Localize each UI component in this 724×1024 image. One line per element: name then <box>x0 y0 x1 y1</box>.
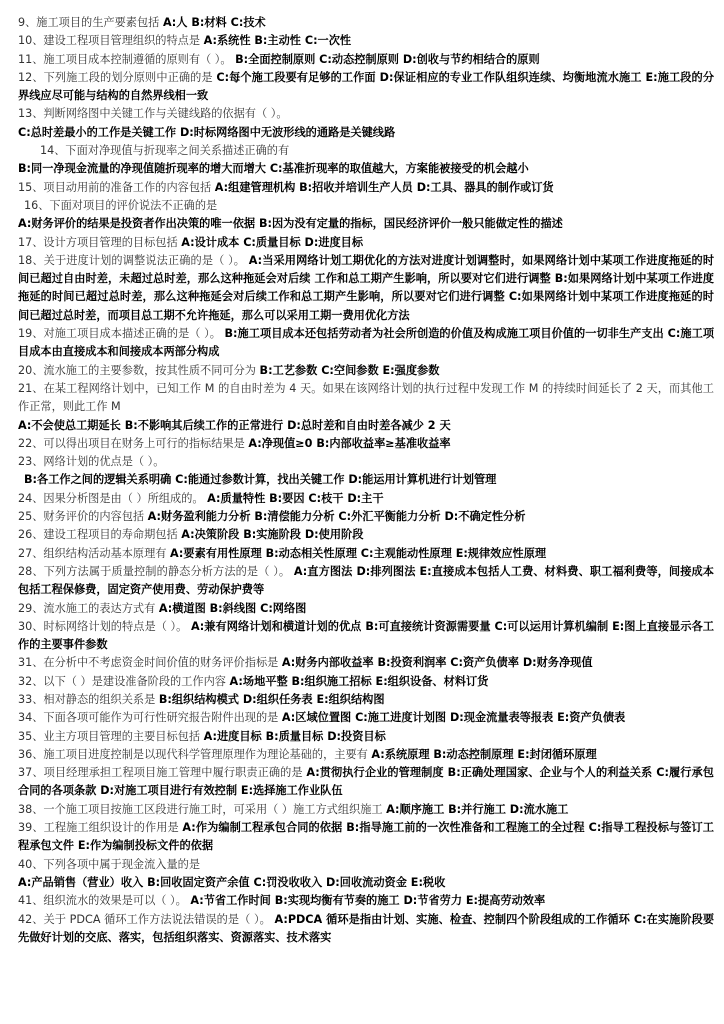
question-item <box>18 654 714 672</box>
question-item <box>18 819 714 856</box>
question-item <box>18 563 714 600</box>
question-item <box>18 545 714 563</box>
question-answer: C:每个施工段要有足够的工作面 D:保证相应的专业工作队组织连续、均衡地流水施工 E:施工段的分界线应尽可能与结构的自然界线相一致 <box>18 70 715 103</box>
question-item <box>18 69 714 106</box>
question-item <box>18 673 714 691</box>
question-answer: A:当采用网络计划工期优化的方法对进度计划调整时，如果网络计划中某项工作进度拖延的时间已超过自由时差，未超过总时差，那么这种拖延会对后续 工作和总工期产生影响，所以要对它们进行调整 B:如果网络计划中某项工作进度拖延的时间已超过总时差，那么这种拖延会对后续工作和总工期产生影响，所以要对它们进行调整 C:如果网络计划中某项工作进度拖延的时间已超过总时差，而项目总工期不允许拖延，那么可以采用工期一费用优化方法 <box>18 253 715 322</box>
question-stem: 13、判断网络图中关键工作与关键线路的依据有（ ）。 <box>18 107 288 121</box>
question-stem: 15、项目动用前的准备工作的内容包括 <box>18 180 215 194</box>
question-answer: A:PDCA 循环是指由计划、实施、检查、控制四个阶段组成的工作循环 C:在实施阶段要先做好计划的交底、落实，包括组织落实、资源落实、技术落实 <box>18 912 715 944</box>
question-answer: A:净现值≥0 B:内部收益率≥基准收益率 <box>248 436 451 450</box>
question-answer: A:区域位置图 C:施工进度计划图 D:现金流量表等报表 E:资产负债表 <box>281 711 626 725</box>
question-item <box>18 471 714 489</box>
question-answer: A:产品销售（营业）收入 B:回收固定资产余值 C:罚没收收入 D:回收流动资金 E:税收 <box>18 875 446 889</box>
question-stem: 23、网络计划的优点是（ ）。 <box>18 455 165 469</box>
question-answer: A:质量特性 B:要因 C:枝干 D:主干 <box>207 491 384 505</box>
question-answer: A:顺序施工 B:并行施工 D:流水施工 <box>386 802 569 816</box>
question-answer: A:财务盈利能力分析 B:清偿能力分析 C:外汇平衡能力分析 D:不确定性分析 <box>147 510 526 524</box>
question-item <box>18 746 714 764</box>
question-stem: 17、设计方项目管理的目标包括 <box>18 235 182 249</box>
question-stem: 38、一个施工项目按施工区段进行施工时，可采用（ ）施工方式组织施工 <box>18 802 387 816</box>
question-answer: A:组建管理机构 B:招收并培训生产人员 D:工具、器具的制作或订货 <box>214 180 554 194</box>
question-stem: 20、流水施工的主要参数，按其性质不同可分为 <box>18 363 260 377</box>
question-item <box>18 380 714 417</box>
question-stem: 16、下面对项目的评价说法不正确的是 <box>24 198 218 212</box>
question-item <box>18 197 714 215</box>
question-answer: A:不会使总工期延长 B:不影响其后续工作的正常进行 D:总时差和自由时差各减少 2 天 <box>18 418 451 432</box>
question-item <box>18 325 714 362</box>
question-answer: A:场地平整 B:组织施工招标 E:组织设备、材料订货 <box>229 674 489 688</box>
question-item <box>18 911 714 948</box>
question-stem: 40、下列各项中属于现金流入量的是 <box>18 857 201 871</box>
question-answer: A:进度目标 B:质量目标 D:投资目标 <box>203 729 386 743</box>
question-stem: 34、下面各项可能作为可行性研究报告附件出现的是 <box>18 711 282 725</box>
question-item <box>18 215 714 233</box>
question-item <box>18 490 714 508</box>
question-item <box>18 362 714 380</box>
question-answer: B:全面控制原则 C:动态控制原则 D:创收与节约相结合的原则 <box>235 52 540 66</box>
question-stem: 39、工程施工组织设计的作用是 <box>18 821 183 835</box>
question-answer: A:财务评价的结果是投资者作出决策的唯一依据 B:因为没有定量的指标，国民经济评价一般只能做定性的描述 <box>18 217 563 231</box>
question-item <box>18 142 714 160</box>
question-answer: A:直方图法 D:排列图法 E:直接成本包括人工费、材料费、职工福利费等，间接成本包括工程保修费，固定资产使用费、劳动保护费等 <box>18 564 714 597</box>
question-answer: A:贯彻执行企业的管理制度 B:正确处理国家、企业与个人的利益关系 C:履行承包合同的各项条款 D:对施工项目进行有效控制 E:选择施工作业队伍 <box>18 766 714 798</box>
question-item <box>18 508 714 526</box>
question-stem: 11、施工项目成本控制遵循的原则有（ ）。 <box>18 52 236 66</box>
question-answer: A:横道图 B:斜线图 C:网络图 <box>158 601 307 615</box>
question-item <box>18 14 714 32</box>
question-stem: 21、在某工程网络计划中，已知工作 M 的自由时差为 4 天。如果在该网络计划的执行过程中发现工作 M 的持续时间延长了 2 天，而其他工作正常，则此工作 M <box>18 381 714 414</box>
question-item <box>18 417 714 435</box>
question-item <box>18 691 714 709</box>
question-stem: 37、项目经理承担工程项目施工管理中履行职责正确的是 <box>18 766 307 780</box>
question-stem: 35、业主方项目管理的主要目标包括 <box>18 729 204 743</box>
question-stem: 22、可以得出项目在财务上可行的指标结果是 <box>18 436 249 450</box>
question-item <box>18 105 714 123</box>
question-item <box>18 892 714 910</box>
question-item <box>18 856 714 874</box>
question-answer: A:兼有网络计划和横道计划的优点 B:可直接统计资源需要量 C:可以运用计算机编制 E:图上直接显示各工作的主要事件参数 <box>18 619 714 652</box>
question-stem: 41、组织流水的效果是可以（ ）。 <box>18 894 191 908</box>
question-stem: 27、组织结构活动基本原理有 <box>18 546 171 560</box>
question-stem: 25、财务评价的内容包括 <box>18 510 148 524</box>
question-stem: 36、施工项目进度控制是以现代科学管理原理作为理论基础的，主要有 <box>18 747 372 761</box>
question-answer: A:系统性 B:主动性 C:一次性 <box>203 34 352 48</box>
question-list <box>18 14 714 947</box>
question-answer: C:总时差最小的工作是关键工作 D:时标网络图中无波形线的通路是关键线路 <box>18 125 396 139</box>
question-answer: A:决策阶段 B:实施阶段 D:使用阶段 <box>181 528 364 542</box>
question-item <box>18 32 714 50</box>
question-item <box>18 600 714 618</box>
question-item <box>18 801 714 819</box>
question-item <box>18 709 714 727</box>
question-stem: 14、下面对净现值与折现率之间关系描述正确的有 <box>40 144 290 158</box>
question-stem: 42、关于 PDCA 循环工作方法说法错误的是（ ）。 <box>18 912 275 926</box>
question-item <box>18 160 714 178</box>
question-answer: A:人 B:材料 C:技术 <box>162 16 266 29</box>
question-answer: B:施工项目成本还包括劳动者为社会所创造的价值及构成施工项目价值的一切非生产支出 C:施工项目成本由直接成本和间接成本两部分构成 <box>18 327 715 359</box>
question-item <box>18 234 714 252</box>
question-item <box>18 453 714 471</box>
question-stem: 12、下列施工段的划分原则中正确的是 <box>18 70 217 84</box>
question-stem: 29、流水施工的表达方式有 <box>18 601 159 615</box>
question-item <box>18 618 714 655</box>
question-answer: B:工艺参数 C:空间参数 E:强度参数 <box>259 363 440 377</box>
question-answer: A:系统原理 B:动态控制原理 E:封闭循环原理 <box>371 747 597 761</box>
question-answer: B:各工作之间的逻辑关系明确 C:能通过参数计算，找出关键工作 D:能运用计算机进行计划管理 <box>24 473 497 487</box>
question-stem: 26、建设工程项目的寿命期包括 <box>18 528 182 542</box>
question-stem: 32、以下（ ）是建设准备阶段的工作内容 <box>18 674 230 688</box>
question-answer: A:节省工作时间 B:实现均衡有节奏的施工 D:节省劳力 E:提高劳动效率 <box>190 894 546 908</box>
question-item <box>18 252 714 325</box>
question-item <box>18 124 714 142</box>
question-answer: A:要素有用性原理 B:动态相关性原理 C:主观能动性原理 E:规律效应性原理 <box>170 546 547 560</box>
question-answer: B:组织结构模式 D:组织任务表 E:组织结构图 <box>158 692 385 706</box>
question-item <box>18 728 714 746</box>
question-item <box>18 764 714 801</box>
question-stem: 31、在分析中不考虑资金时间价值的财务评价指标是 <box>18 656 282 670</box>
question-item <box>18 435 714 453</box>
question-item <box>18 526 714 544</box>
question-answer: A:设计成本 C:质量目标 D:进度目标 <box>181 235 364 249</box>
question-stem: 28、下列方法属于质量控制的静态分析方法的是（ ）。 <box>18 564 294 578</box>
question-stem: 30、时标网络计划的特点是（ ）。 <box>18 619 191 633</box>
question-item <box>18 179 714 197</box>
question-item <box>18 874 714 892</box>
question-stem: 19、对施工项目成本描述正确的是（ ）。 <box>18 327 225 341</box>
question-stem: 18、关于进度计划的调整说法正确的是（ ）。 <box>18 253 249 267</box>
question-stem: 33、相对静态的组织关系是 <box>18 692 159 706</box>
question-stem: 10、建设工程项目管理组织的特点是 <box>18 34 204 48</box>
question-answer: B:同一净现金流量的净现值随折现率的增大而增大 C:基准折现率的取值越大，方案能被接受的机会越小 <box>18 162 529 176</box>
question-item <box>18 51 714 69</box>
question-stem: 9、施工项目的生产要素包括 <box>18 16 163 29</box>
question-answer: A:作为编制工程承包合同的依据 B:指导施工前的一次性准备和工程施工的全过程 C:指导工程投标与签订工程承包文件 E:作为编制投标文件的依据 <box>18 821 714 853</box>
question-stem: 24、因果分析图是由（ ）所组成的。 <box>18 491 208 505</box>
question-answer: A:财务内部收益率 B:投资利润率 C:资产负债率 D:财务净现值 <box>281 656 593 670</box>
